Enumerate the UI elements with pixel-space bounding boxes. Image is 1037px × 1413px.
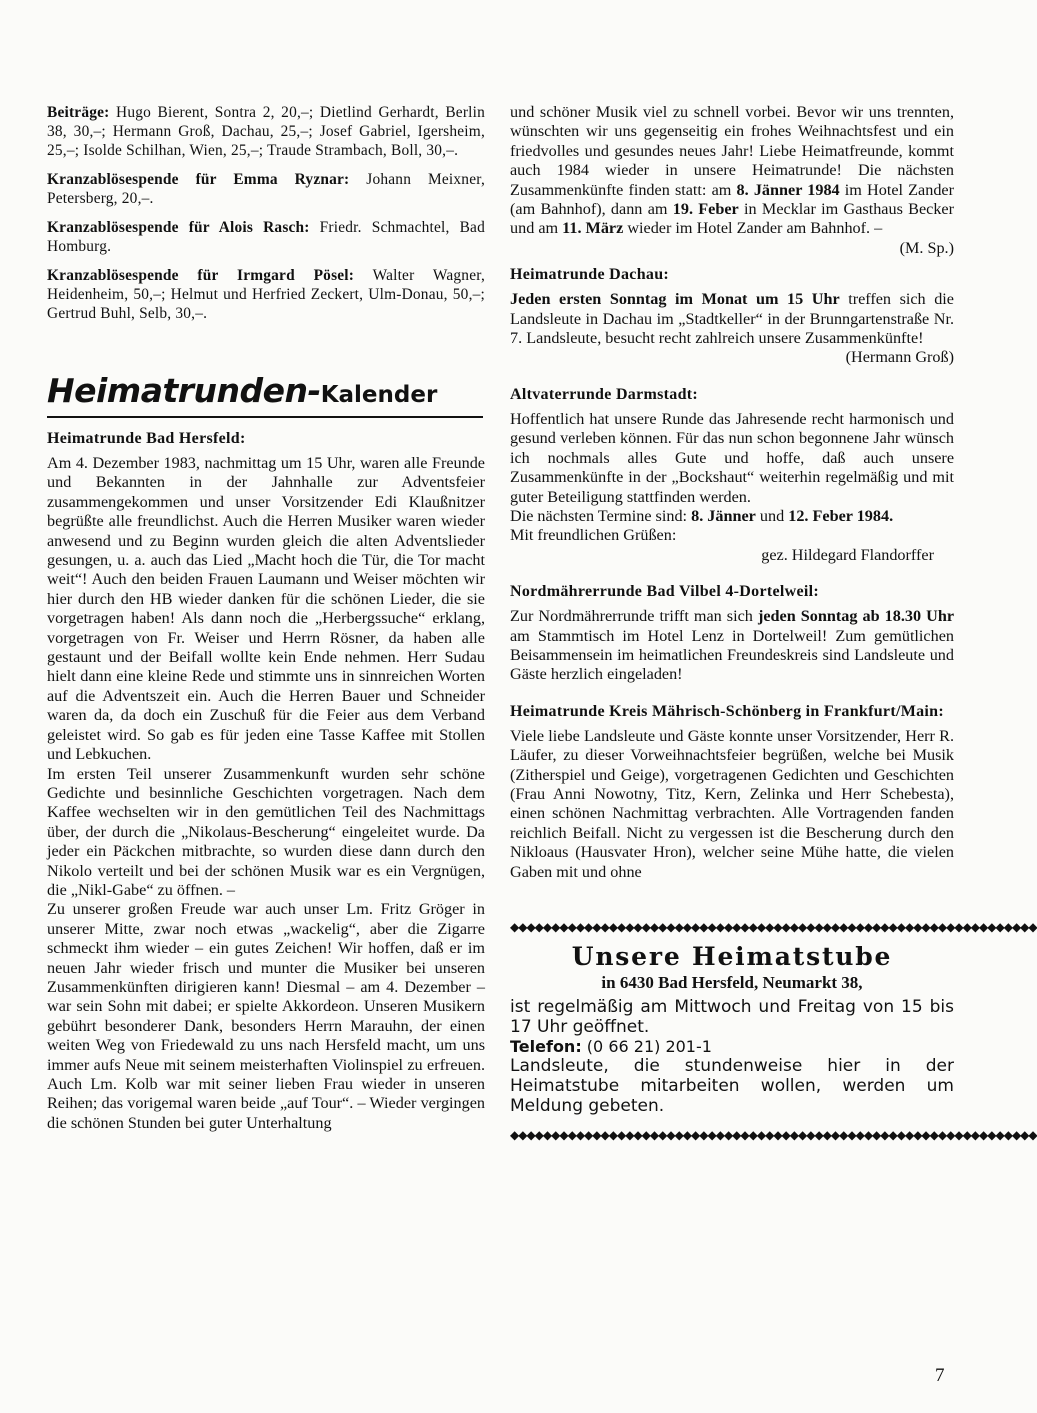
vilbel-text bbox=[510, 607, 954, 685]
telefon-label: Telefon: bbox=[510, 1037, 582, 1056]
banner-main: Heimatrunden- bbox=[47, 371, 321, 410]
schoenberg-heading: Heimatrunde Kreis Mährisch-Schönberg in Frankfurt/Main: bbox=[510, 702, 944, 720]
diamond-border-bottom: ◆◆◆◆◆◆◆◆◆◆◆◆◆◆◆◆◆◆◆◆◆◆◆◆◆◆◆◆◆◆◆◆◆◆◆◆◆◆◆◆◆◆◆◆◆◆◆◆◆◆◆◆◆◆◆◆◆◆◆◆◆◆◆◆ bbox=[510, 1128, 1037, 1142]
continuation-text: wieder im Hotel Zander am Bahnhof. – bbox=[623, 219, 883, 238]
dachau-signature: (Hermann Groß) bbox=[845, 348, 954, 367]
bad-hersfeld-continuation bbox=[510, 103, 954, 239]
bad-hersfeld-p3: Zu unserer großen Freude war auch unser Lm. Fritz Gröger in unserer Mitte, zwar noch etwas „wackelig“, aber die Zigarre schmeckt ihm wieder – ein gutes Zeichen! Wir hoffen, daß er im neuen Jahr wieder frisch und munter die Musiker bei unseren Zusammenkünften dirigieren kann! Diesmal – am 4. Dezember – war sein Sohn mit dabei; er spielte Akkordeon. Unseren Musikern gebührt besonderer Dank, besonders Herrn Marauhn, der einen weiten Weg von Friedewald zu uns nach Hersfeld macht, um uns immer aufs Neue mit seinem meisterhaften Violinspiel zu erfreuen. Auch Lm. Kolb war mit seiner lieben Frau wieder in unseren Reihen; das vorigemal waren beide „auf Tour“. – Wieder vergingen die schönen Stunden bei guter Unterhaltung bbox=[47, 900, 485, 1132]
darmstadt-heading: Altvaterrunde Darmstadt: bbox=[510, 385, 699, 403]
darmstadt-dates bbox=[510, 507, 954, 526]
telefon-number: (0 66 21) 201-1 bbox=[581, 1037, 712, 1056]
page-number: 7 bbox=[935, 1365, 945, 1386]
vilbel-pre: Zur Nordmährerrunde trifft man sich bbox=[510, 607, 758, 626]
date-bold: 12. Feber 1984. bbox=[788, 506, 894, 525]
spende-emma-ryznar bbox=[47, 170, 485, 208]
darmstadt-greeting: Mit freundlichen Grüßen: bbox=[510, 526, 677, 545]
spende-label: Kranzablösespende für Irmgard Pösel: bbox=[47, 267, 355, 284]
darmstadt-signature: gez. Hildegard Flandorffer bbox=[761, 545, 934, 564]
dates-text: Die nächsten Termine sind: bbox=[510, 506, 692, 525]
heimatstube-hours: ist regelmäßig am Mittwoch und Freitag von 15 bis 17 Uhr geöffnet. bbox=[510, 997, 954, 1037]
left-column bbox=[47, 103, 485, 1133]
spende-irmgard-poesel bbox=[47, 266, 485, 323]
dachau-text bbox=[510, 290, 954, 348]
date-bold: 8. Jänner 1984 bbox=[736, 180, 840, 199]
spende-text: Walter Wagner, Heidenheim, 50,–; Helmut und Herfried Zeckert, Ulm-Donau, 50,–; Gertrud Buhl, Selb, 30,–. bbox=[47, 267, 485, 322]
right-column bbox=[510, 103, 1037, 1142]
diamond-border-top: ◆◆◆◆◆◆◆◆◆◆◆◆◆◆◆◆◆◆◆◆◆◆◆◆◆◆◆◆◆◆◆◆◆◆◆◆◆◆◆◆◆◆◆◆◆◆◆◆◆◆◆◆◆◆◆◆◆◆◆◆◆◆◆◆ bbox=[510, 920, 1037, 934]
dachau-bold: Jeden ersten Sonntag im Monat um 15 Uhr bbox=[510, 290, 840, 309]
bad-hersfeld-p2: Im ersten Teil unserer Zusammenkunft wurden sehr schöne Gedichte und besinnliche Geschichten vorgetragen. Nach dem Kaffee wechselten wir in den gemütlichen Teil des Nachmittags über, der durch die „Nikolaus-Bescherung“ eingeleitet wurde. Da jeder ein Päckchen mitbrachte, so wurden diese dann durch den Nikolo verteilt und bei der schönen Musik war es ein Vergnügen, die „Nikl-Gabe“ zu öffnen. – bbox=[47, 764, 485, 899]
schoenberg-text: Viele liebe Landsleute und Gäste konnte unser Vorsitzender, Herr R. Läufer, zu dieser Vorweihnachtsfeier begrüßen, welche bei Musik (Zitherspiel und Geige), vorgetragenen Gedichten und Geschichten (Frau Anni Nowotny, Titz, Kern, Zelinka und Herr Schebesta), einen schönen Nachmittag verbrachten. Alle Vortragenden fanden reichlich Beifall. Nicht zu vergessen ist die Bescherung durch den Nikloaus (Hausvater Hron), welcher seine Mühe hatte, die vielen Gaben mit und ohne bbox=[510, 726, 954, 881]
banner-sub: Kalender bbox=[320, 382, 438, 408]
heimatstube-appeal: Landsleute, die stundenweise hier in der Heimatstube mitarbeiten wollen, werden um Meldung gebeten. bbox=[510, 1056, 954, 1116]
date-bold: 11. März bbox=[562, 219, 624, 238]
banner-divider bbox=[47, 416, 483, 418]
dachau-heading: Heimatrunde Dachau: bbox=[510, 266, 670, 284]
heimatstube-telefon bbox=[510, 1037, 954, 1056]
dates-text: und bbox=[755, 506, 789, 525]
darmstadt-text: Hoffentlich hat unsere Runde das Jahresende recht harmonisch und gesund verleben können. Für das nun schon begonnene Jahr wünsch ich nochmals alles Gute und hoffe, daß auch unsere Zusammenkünfte in der „Bockshaut“ weiterhin regelmäßig und mit guter Beteiligung stattfinden werden. bbox=[510, 409, 954, 506]
vilbel-heading: Nordmährerrunde Bad Vilbel 4-Dortelweil: bbox=[510, 583, 820, 601]
heimatrunden-kalender-banner bbox=[47, 371, 485, 410]
beitraege-text: Hugo Bierent, Sontra 2, 20,–; Dietlind Gerhardt, Berlin 38, 30,–; Hermann Groß, Dachau, 25,–; Josef Gabriel, Igersheim, 25,–; Isolde Schilhan, Wien, 25,–; Traude Strambach, Boll, 30,–. bbox=[47, 104, 485, 159]
spende-alois-rasch bbox=[47, 218, 485, 256]
spende-label: Kranzablösespende für Alois Rasch: bbox=[47, 219, 310, 236]
continuation-text: in Mecklar im Gasthaus Becker und am bbox=[510, 200, 954, 238]
date-bold: 8. Jänner bbox=[691, 506, 756, 525]
dachau-body: treffen sich die Landsleute in Dachau im „Stadtkeller“ in der Brunngartenstraße Nr. 7. Landsleute, besucht recht zahlreich unsere Zusammenkünfte! bbox=[510, 290, 954, 348]
heimatstube-address: in 6430 Bad Hersfeld, Neumarkt 38, bbox=[601, 973, 863, 992]
continuation-text: und schöner Musik viel zu schnell vorbei. Bevor wir uns trennten, wünschten wir uns gegenseitig ein frohes Weihnachtsfest und ein friedvolles und gesundes neues Jahr! Liebe Heimatfreunde, kommt auch 1984 wieder in unsere Heimatrunde! Die nächsten Zusammenkünfte finden statt: am bbox=[510, 103, 954, 199]
spende-text: Friedr. Schmachtel, Bad Homburg. bbox=[47, 219, 485, 255]
spende-label: Kranzablösespende für Emma Ryznar: bbox=[47, 171, 350, 188]
heimatstube-title: Unsere Heimatstube bbox=[571, 942, 893, 971]
bad-hersfeld-signature: (M. Sp.) bbox=[899, 238, 954, 257]
date-bold: 19. Feber bbox=[672, 200, 739, 219]
vilbel-bold: jeden Sonntag ab 18.30 Uhr bbox=[757, 607, 955, 626]
vilbel-post: am Stammtisch im Hotel Lenz in Dortelweil! Zum gemütlichen Beisammensein im heimatlichen Freundeskreis sind Landsleute und Gäste herzlich eingeladen! bbox=[510, 626, 954, 684]
bad-hersfeld-p1: Am 4. Dezember 1983, nachmittag um 15 Uhr, waren alle Freunde und Bekannten in der Jahnhalle zur Adventsfeier zusammengekommen und unser Vorsitzender Edi Klaußnitzer begrüßte alle freundlichst. Auch die Herren Musiker waren wieder anwesend und zu Beginn wurden gleich die alten Adventslieder gesungen, u. a. auch das Lied „Macht hoch die Tür, die Tor macht weit“! Auch den beiden Frauen Laumann und Weiser möchten wir hier durch den HB wieder danken für die schönen Lieder, die sie vorgetragen haben! Als dann noch die „Herbergssuche“ erklang, vorgetragen von Fr. Weiser und Herrn Rösner, da haben alle gestaunt und der Beifall wollte kein Ende nehmen. Herr Sudau hielt dann eine kleine Rede und stimmte uns in sinnreichen Worten auf die Adventszeit ein. Auch die Herren Bauer und Schneider waren da, da doch ein Zuschuß für die Feier aus dem Verband geleistet wird. So gab es für jeden eine Tasse Kaffee mit Stollen und Lebkuchen. bbox=[47, 454, 485, 764]
beitraege-paragraph bbox=[47, 103, 485, 160]
continuation-text: im Hotel Zander (am Bahnhof), dann am bbox=[510, 180, 955, 219]
beitraege-label: Beiträge: bbox=[47, 104, 110, 121]
bad-hersfeld-heading: Heimatrunde Bad Hersfeld: bbox=[47, 430, 246, 447]
spende-text: Johann Meixner, Petersberg, 20,–. bbox=[47, 171, 485, 207]
